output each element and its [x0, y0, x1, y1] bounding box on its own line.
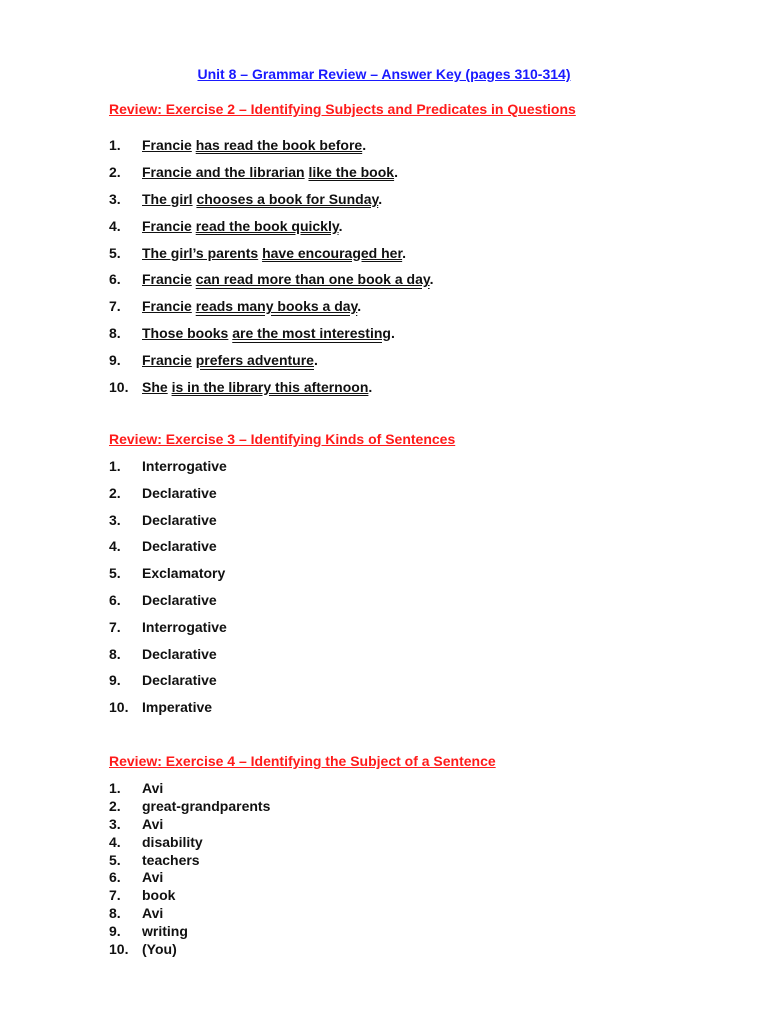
- item-number: 3.: [109, 815, 121, 832]
- list-item: [109, 537, 227, 564]
- list-item: [109, 270, 434, 297]
- answer-text: Declarative: [142, 591, 217, 608]
- answer-text: Avi: [142, 869, 164, 886]
- list-item: [109, 163, 434, 190]
- exercise-4-list: [109, 779, 270, 958]
- list-item: [109, 868, 270, 886]
- item-number: 6.: [109, 591, 121, 608]
- predicate-text: reads many books a day: [195, 298, 358, 315]
- answer-text: disability: [142, 833, 203, 850]
- list-item: [109, 591, 227, 618]
- list-item: [109, 136, 434, 163]
- item-number: 9.: [109, 672, 121, 689]
- sentence-period: .: [368, 379, 373, 396]
- predicate-text: like the book: [308, 163, 395, 180]
- item-number: 10.: [109, 699, 129, 716]
- item-number: 2.: [109, 163, 121, 180]
- item-number: 9.: [109, 352, 121, 369]
- page-title: [0, 66, 768, 82]
- subject-text: Francie: [142, 217, 192, 234]
- item-number: 1.: [109, 780, 121, 796]
- answer-text: Avi: [142, 905, 164, 922]
- item-number: 4.: [109, 833, 121, 850]
- exercise-4-heading: Review: Exercise 4 – Identifying the Subject of a Sentence: [109, 753, 496, 769]
- list-item: [109, 851, 270, 869]
- item-number: 1.: [109, 137, 121, 153]
- list-item: [109, 940, 270, 958]
- answer-text: writing: [142, 923, 188, 940]
- answer-text: great-grandparents: [142, 797, 271, 814]
- answer-text: book: [142, 887, 176, 904]
- list-item: [109, 833, 270, 851]
- list-item: [109, 922, 270, 940]
- item-number: 8.: [109, 905, 121, 922]
- item-number: 10.: [109, 379, 129, 396]
- exercise-2-heading: Review: Exercise 2 – Identifying Subjects and Predicates in Questions: [109, 101, 576, 117]
- item-number: 5.: [109, 565, 121, 582]
- subject-text: Francie: [142, 271, 192, 288]
- predicate-text: is in the library this afternoon: [171, 379, 369, 396]
- item-number: 6.: [109, 271, 121, 288]
- list-item: [109, 297, 434, 324]
- predicate-text: are the most interesting: [232, 325, 391, 342]
- sentence-period: .: [394, 163, 398, 180]
- item-number: 4.: [109, 217, 121, 234]
- answer-text: Imperative: [142, 699, 213, 716]
- sentence-period: .: [338, 217, 343, 234]
- answer-text: Interrogative: [142, 618, 227, 635]
- subject-text: Francie and the librarian: [142, 163, 305, 180]
- item-number: 8.: [109, 645, 121, 662]
- list-item: [109, 217, 434, 244]
- item-number: 10.: [109, 941, 129, 958]
- sentence-period: .: [429, 271, 434, 288]
- item-number: 5.: [109, 851, 121, 868]
- item-number: 1.: [109, 458, 121, 474]
- item-number: 7.: [109, 618, 121, 635]
- answer-text: Interrogative: [142, 458, 227, 474]
- list-item: [109, 351, 434, 378]
- answer-text: Declarative: [142, 672, 217, 689]
- list-item: [109, 698, 227, 725]
- predicate-text: has read the book before: [195, 137, 363, 153]
- list-item: [109, 511, 227, 538]
- subject-text: Francie: [142, 352, 192, 369]
- answer-text: Avi: [142, 815, 164, 832]
- predicate-text: can read more than one book a day: [195, 271, 430, 288]
- predicate-text: have encouraged her: [262, 244, 403, 261]
- item-number: 7.: [109, 887, 121, 904]
- list-item: [109, 564, 227, 591]
- answer-text: Declarative: [142, 484, 217, 501]
- item-number: 7.: [109, 298, 121, 315]
- list-item: [109, 904, 270, 922]
- predicate-text: chooses a book for Sunday: [196, 190, 379, 207]
- list-item: [109, 815, 270, 833]
- list-item: [109, 645, 227, 672]
- sentence-period: .: [402, 244, 407, 261]
- subject-text: Francie: [142, 298, 192, 315]
- list-item: [109, 886, 270, 904]
- list-item: [109, 244, 434, 271]
- list-item: [109, 618, 227, 645]
- answer-text: Declarative: [142, 511, 217, 528]
- sentence-period: .: [390, 325, 395, 342]
- subject-text: She: [142, 379, 168, 396]
- sentence-period: .: [357, 298, 362, 315]
- sentence-period: .: [313, 352, 318, 369]
- answer-text: Declarative: [142, 538, 217, 555]
- answer-text: Declarative: [142, 645, 217, 662]
- list-item: [109, 457, 227, 484]
- list-item: [109, 797, 270, 815]
- item-number: 3.: [109, 190, 121, 207]
- subject-text: Francie: [142, 137, 192, 153]
- list-item: [109, 671, 227, 698]
- item-number: 8.: [109, 325, 121, 342]
- item-number: 4.: [109, 538, 121, 555]
- item-number: 6.: [109, 869, 121, 886]
- sentence-period: .: [378, 190, 383, 207]
- list-item: [109, 779, 270, 797]
- page-title-text: Unit 8 – Grammar Review – Answer Key (pages 310-314): [197, 66, 571, 82]
- answer-text: teachers: [142, 851, 200, 868]
- predicate-text: read the book quickly: [195, 217, 339, 234]
- item-number: 3.: [109, 511, 121, 528]
- predicate-text: prefers adventure: [195, 352, 314, 369]
- item-number: 5.: [109, 244, 121, 261]
- subject-text: The girl’s parents: [142, 244, 259, 261]
- list-item: [109, 378, 434, 405]
- subject-text: Those books: [142, 325, 229, 342]
- subject-text: The girl: [142, 190, 193, 207]
- sentence-period: .: [362, 137, 367, 153]
- list-item: [109, 484, 227, 511]
- item-number: 9.: [109, 923, 121, 940]
- answer-text: (You): [142, 941, 177, 958]
- exercise-3-list: [109, 457, 227, 725]
- answer-text: Exclamatory: [142, 565, 226, 582]
- item-number: 2.: [109, 484, 121, 501]
- exercise-2-list: [109, 136, 434, 405]
- list-item: [109, 324, 434, 351]
- list-item: [109, 190, 434, 217]
- answer-text: Avi: [142, 780, 164, 796]
- exercise-3-heading: Review: Exercise 3 – Identifying Kinds of Sentences: [109, 431, 456, 447]
- item-number: 2.: [109, 797, 121, 814]
